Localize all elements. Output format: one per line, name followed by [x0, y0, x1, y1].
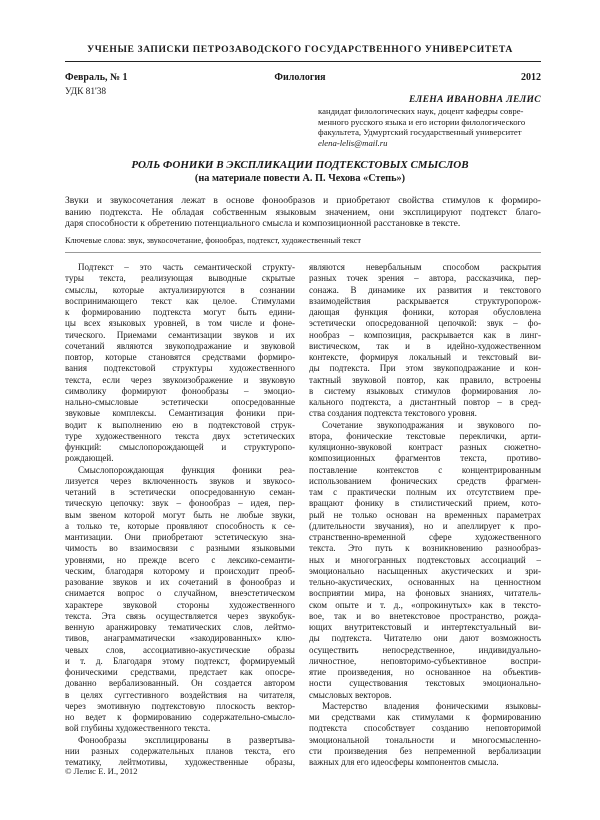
body-line: Подтекст – это часть семантической структу-	[78, 262, 295, 272]
body-line: рождающей.	[65, 453, 114, 464]
affiliation-line: менного русского языка и его истории филологического	[318, 116, 526, 127]
body-line: ском опыте и т. д., «опрокинутых» как в тексто-	[309, 599, 541, 610]
body-line: (длительности звучания), но и апеллирует к про-	[309, 520, 541, 531]
body-line: но ведет к формированию содержательно-смысло-	[65, 712, 295, 722]
body-line: в целях суггестивного воздействия на читателя,	[65, 689, 295, 700]
body-line: ятие произведения, но основанное на объектив-	[309, 667, 541, 677]
body-line: тивов, анаграмматически «закодированных» клю-	[65, 633, 295, 644]
body-line: использованием фонических средств фрагмен-	[309, 475, 541, 486]
right-column	[309, 262, 541, 768]
body-line: поставление контекстов с концентрированным	[309, 464, 541, 475]
body-line: снимается вопрос о случайном, внеэстетическом	[65, 588, 295, 599]
body-line: смыслы, которые актуализируются в сознании	[65, 284, 295, 295]
body-line: водит к выполнению ею в подтекстовой струк-	[65, 419, 295, 430]
body-line: туры текста, реализующая выводные скрытые	[65, 273, 295, 284]
body-line: смысловых векторов.	[309, 689, 392, 700]
abstract-line: даря способности к обретению потенциального смысла и композиционной расстановке в тексте.	[65, 218, 461, 230]
body-line: Смыслопорождающая функция фоники реа-	[78, 464, 295, 475]
body-line: в систему языковых стимулов формирования ло-	[309, 385, 541, 396]
body-line: сочетаний являются звукоподражание и звуковой	[65, 340, 295, 351]
body-line: Фонообразы эксплицированы в развертыва-	[78, 734, 295, 745]
body-line: через эмотивную подтекстовую плоскость вектор-	[65, 700, 295, 711]
body-line: и т. д. Благодаря этому подтекст, формируемый	[65, 655, 295, 666]
body-line: венную аранжировку тематических слов, лейтмо-	[65, 622, 295, 632]
body-line: Мастерство владения фоническими языковы-	[322, 700, 541, 711]
body-line: чевых слов, ассоциативно-акустические образы	[65, 644, 295, 655]
body-line: разных точек зрения – автора, рассказчика, пер-	[309, 273, 541, 284]
body-line: ческим, благодаря которому и происходит преоб-	[65, 565, 295, 576]
abstract	[65, 195, 541, 230]
body-line: ющих внутритекстовый и интертекстуальный ви-	[309, 622, 541, 632]
body-line: странственно-временной сфере художественного	[309, 532, 541, 542]
body-line: разование звуков и их сочетаний в фонообраз и	[65, 577, 295, 587]
body-line: ства создания подтекста текстового уровня.	[309, 408, 477, 419]
body-line: символику формируют фонообразы – эмоцио-	[65, 385, 295, 396]
body-line: ды подтекста. При этом звукоподражание и кон-	[309, 363, 541, 374]
affiliation-line: кандидат филологических наук, доцент кафедры совре-	[318, 106, 524, 116]
body-line: текста. Эта связь осуществляется через звукобук-	[65, 610, 295, 621]
affiliation-line: факультета, Удмуртский государственный университет	[318, 127, 522, 138]
article-title: РОЛЬ ФОНИКИ В ЭКСПЛИКАЦИИ ПОДТЕКСТОВЫХ СМЫСЛОВ	[131, 159, 469, 171]
body-line: контексте, формируя локальный и текстовый ви-	[309, 352, 541, 362]
body-line: а только те, которые проявляют способность к се-	[65, 520, 295, 531]
article-subtitle: (на материале повести А. П. Чехова «Степь»)	[194, 173, 406, 184]
body-line: сонажа. В динамике их развития и текстового	[309, 284, 541, 295]
body-line: композиционных фрагментов текста, противо-	[309, 453, 541, 464]
body-line: вращают фонику в стилистический прием, кото-	[309, 498, 541, 509]
body-line: мантизации. Они приобретают эстетическую зна-	[65, 532, 295, 542]
body-line: вистическом, так и в идейно-художественном	[309, 340, 541, 351]
body-line: подтекста способствует созданию неповторимой	[309, 723, 541, 734]
body-line: тельно-акустических, основанных на ценностном	[309, 577, 541, 587]
body-line: нально-смысловые эстетически опосредованные	[65, 397, 295, 407]
body-line: вое, так и во внетекстовое пространство, рожда-	[309, 610, 541, 621]
body-line: чимость во взаимосвязи с разными языковыми	[65, 543, 295, 554]
body-line: вым звеном которой могут быть не любые звуки,	[65, 509, 295, 520]
body-line: дающая функция фоники, которая обусловлена	[309, 307, 541, 317]
body-line: там с практически полным их отсутствием пре-	[309, 487, 541, 497]
body-line: тического. Приемами семантизации звуков и их	[65, 329, 295, 340]
body-line: нии разных содержательных планов текста, его	[65, 745, 295, 756]
body-line: вой глубины художественного текста.	[65, 723, 211, 734]
body-line: тактный звуковой повтор, как правило, встроены	[309, 374, 541, 385]
abstract-line: ванию подтекста. Не обладая собственным языковым значением, они эксплицируют подтекст благо-	[65, 206, 541, 218]
body-line: воспринимающего текст как целое. Стимулами	[65, 295, 295, 306]
body-line: нообраз – композиция, раскрывается как в линг-	[309, 329, 541, 340]
body-line: текста. Это путь к возникновению разнообраз-	[309, 543, 541, 554]
body-line: текста, если через звукоизображение и звуковую	[65, 374, 295, 385]
body-line: являются невербальным способом раскрытия	[309, 262, 541, 272]
abstract-line: Звуки и звукосочетания лежат в основе фонообразов и приобретают свойства стимулов к формиро-	[65, 195, 541, 206]
body-line: повтор, которые становятся средствами формиро-	[65, 352, 295, 362]
body-line: ных и многогранных подтекстовых ассоциаций –	[309, 554, 541, 565]
body-line: кального подтекста, а дистантный повтор – в сред-	[309, 397, 541, 407]
abstract-divider	[65, 252, 541, 253]
journal-title: УЧЕНЫЕ ЗАПИСКИ ПЕТРОЗАВОДСКОГО ГОСУДАРСТВЕННОГО УНИВЕРСИТЕТА	[87, 44, 513, 55]
copyright: © Лелис Е. И., 2012	[65, 766, 138, 776]
body-line: куляционно-звуковой контраст разных сюжетно-	[309, 442, 541, 452]
author-name: ЕЛЕНА ИВАНОВНА ЛЕЛИС	[408, 94, 541, 105]
body-line: уровнями, но прежде всего с лексико-семанти-	[65, 554, 295, 565]
body-line: личностное, неповторимо-субъективное воспри-	[309, 655, 541, 666]
body-line: характере звуковой стороны художественного	[65, 599, 295, 610]
body-line: важных для его идеосферы компонентов смысла.	[309, 757, 499, 767]
body-line: тическую цепочку: звук – фонообраз – идея, пер-	[65, 498, 295, 509]
body-line: туре художественного текста двух эстетических	[65, 430, 295, 441]
body-line: тематику, лейтмотивы, художественные образы,	[65, 757, 295, 767]
body-line: осуществить непосредственное, индивидуально-	[309, 644, 541, 655]
body-line: Сочетание звукоподражания и звукового по-	[322, 419, 541, 430]
body-line: сти произведения без непременной вербализации	[309, 745, 541, 756]
body-line: рый не только основан на временных параметрах	[309, 509, 541, 520]
header-rule	[65, 61, 541, 62]
author-email[interactable]: elena-lelis@mail.ru	[318, 137, 388, 148]
issue-label: Февраль, № 1	[65, 72, 128, 83]
body-line: звуковые комплексы. Семантизация фоники при-	[65, 408, 295, 419]
body-line: функций: смыслопорождающей и структуропо-	[65, 442, 295, 452]
body-line: фоническими средствами, предстает как опосре-	[65, 667, 295, 677]
body-line: дованно вербализованный. Он создается автором	[65, 678, 295, 689]
year-label: 2012	[521, 72, 541, 83]
body-line: четаний в эстетически опосредованную семан-	[65, 487, 295, 497]
body-line: втора, фонические текстовые переклички, арти-	[309, 430, 541, 441]
body-line: цы всех языковых уровней, в том числе и фоне-	[65, 318, 295, 329]
body-line: вания подтекстовой структуры художественного	[65, 363, 295, 374]
body-line: ды подтекста. Читателю они дают возможность	[309, 633, 541, 644]
body-line: к формированию подтекста могут быть едини-	[65, 307, 295, 317]
body-line: лизуется через включенность звуков и звукосо-	[65, 475, 295, 486]
keywords: Ключевые слова: звук, звукосочетание, фонообраз, подтекст, художественный текст	[65, 236, 362, 245]
left-column	[65, 262, 295, 768]
body-line: взаимодействия раскрывается структуропорож-	[309, 295, 541, 306]
author-affiliation	[318, 106, 558, 148]
body-line: эмоциональной тональности и многосмысленно-	[309, 734, 541, 745]
body-line: восприятии мира, на фоновых знаниях, читатель-	[309, 588, 541, 599]
body-line: ми средствами как стимулами к формированию	[309, 712, 541, 722]
udk-code: УДК 81'38	[65, 87, 107, 97]
section-label: Филология	[274, 72, 326, 83]
body-line: эмоционально насыщенных акустических и зри-	[309, 565, 541, 576]
body-line: эстетически опосредованной цепочкой: звук – фо-	[309, 318, 541, 329]
body-line: ности существования текстовых эмоционально-	[309, 678, 541, 689]
